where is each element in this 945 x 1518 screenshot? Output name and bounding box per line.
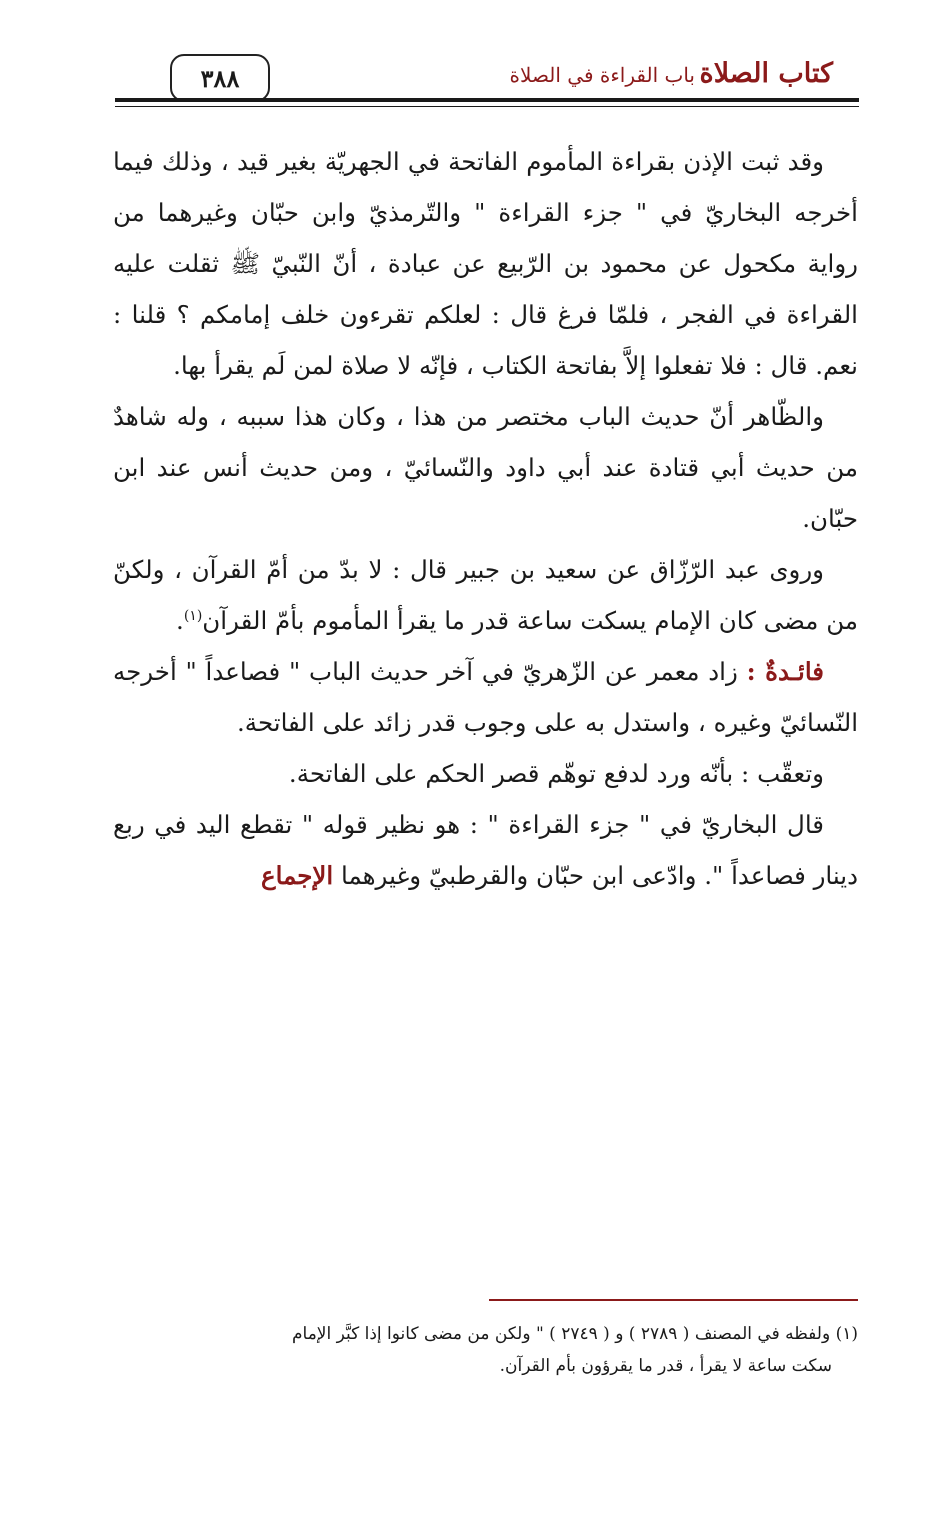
paragraph-3 bbox=[113, 544, 858, 646]
paragraph-4 bbox=[113, 646, 858, 748]
paragraph-3-text: وروى عبد الرّزّاق عن سعيد بن جبير قال : لا بدّ من أمّ القرآن ، ولكنّ من مضى كان الإمام يسكت ساعة قدر ما يقرأ المأموم بأمّ القرآن bbox=[113, 555, 858, 635]
page-number bbox=[170, 54, 270, 102]
chapter-title: باب القراءة في الصلاة bbox=[509, 63, 695, 87]
footnote-reference-1[interactable]: (١) bbox=[183, 607, 203, 624]
footnote-1-line-1: (١) ولفظه في المصنف ( ٢٧٨٩ ) و ( ٢٧٤٩ ) " ولكن من مضى كانوا إذا كبَّر الإمام bbox=[291, 1324, 858, 1344]
main-text bbox=[113, 136, 858, 901]
highlight-ijma: الإجماع bbox=[261, 861, 334, 890]
footnotes bbox=[113, 1318, 858, 1382]
paragraph-5: وتعقّب : بأنّه ورد لدفع توهّم قصر الحكم على الفاتحة. bbox=[288, 759, 824, 788]
page-header bbox=[0, 0, 945, 120]
header-rule-thick bbox=[115, 98, 859, 102]
paragraph-3-end: . bbox=[176, 606, 184, 635]
footnote-1-line-2: سكت ساعة لا يقرأ ، قدر ما يقرؤون بأم القرآن. bbox=[499, 1356, 832, 1376]
footnote-separator bbox=[489, 1299, 858, 1301]
book-title: كتاب الصلاة bbox=[699, 58, 833, 89]
paragraph-2: والظّاهر أنّ حديث الباب مختصر من هذا ، وكان هذا سببه ، وله شاهدٌ من حديث أبي قتادة عند أبي داود والنّسائيّ ، ومن حديث أنس عند ابن حبّان. bbox=[113, 402, 858, 533]
page-number-label: ٣٨٨ bbox=[200, 63, 240, 93]
faida-label: فائـدةٌ : bbox=[746, 657, 825, 686]
header-rule-thin bbox=[115, 106, 859, 107]
paragraph-4-text: زاد معمر عن الزّهريّ في آخر حديث الباب " فصاعداً " أخرجه النّسائيّ وغيره ، واستدل به على وجوب قدر زائد على الفاتحة. bbox=[113, 657, 858, 737]
paragraph-1: وقد ثبت الإذن بقراءة المأموم الفاتحة في الجهريّة بغير قيد ، وذلك فيما أخرجه البخاريّ في " جزء القراءة " والتّرمذيّ وابن حبّان وغيرهما من رواية مكحول عن محمود بن الرّبيع عن عبادة ، أنّ النّبيّ ﷺ ثقلت عليه القراءة في الفجر ، فلمّا فرغ قال : لعلكم تقرءون خلف إمامكم ؟ قلنا : نعم. قال : فلا تفعلوا إلاَّ بفاتحة الكتاب ، فإنّه لا صلاة لمن لَم يقرأ بها. bbox=[113, 147, 858, 380]
paragraph-6 bbox=[113, 799, 858, 901]
paragraph-6-text: قال البخاريّ في " جزء القراءة " : هو نظير قوله " تقطع اليد في ربع دينار فصاعداً ". وادّعى ابن حبّان والقرطبيّ وغيرهما bbox=[113, 810, 858, 890]
